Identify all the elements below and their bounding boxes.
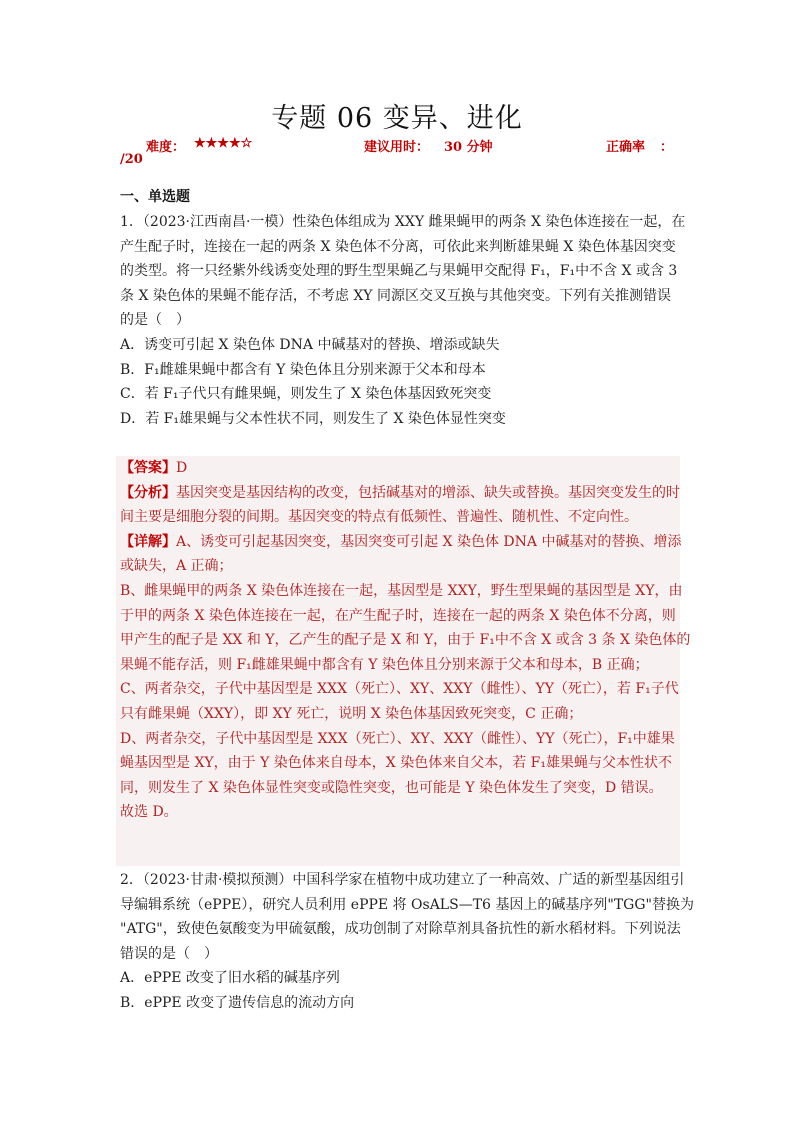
detail-line: 甲产生的配子是 XX 和 Y，乙产生的配子是 X 和 Y，由于 F₁中不含 X 或含 3 条 X 染色体的: [120, 632, 691, 649]
answer-content: [120, 456, 691, 825]
time-value: 30 分钟: [444, 140, 493, 155]
q1-option-a: A．诱变可引起 X 染色体 DNA 中碱基对的替换、增添或缺失: [120, 336, 500, 353]
answer-value: D: [176, 460, 188, 476]
q1-line: 的是（ ）: [120, 312, 190, 329]
analysis-tag: 【分析】: [120, 484, 176, 501]
accuracy-colon: ：: [660, 140, 674, 155]
q2-option-b: B．ePPE 改变了遗传信息的流动方向: [120, 994, 355, 1011]
accuracy-label: 正确率: [606, 140, 646, 155]
q1-line: 的类型。将一只经紫外线诱变处理的野生型果蝇乙与果蝇甲交配得 F₁，F₁中不含 X 或含 3: [120, 263, 678, 280]
q2-option-a: A．ePPE 改变了旧水稻的碱基序列: [120, 970, 340, 987]
detail-tag: 【详解】: [120, 533, 176, 550]
q2-line: 错误的是（ ）: [120, 945, 218, 962]
q2-line: "ATG"，致使色氨酸变为甲硫氨酸，成功创制了对除草剂具备抗性的新水稻材料。下列说法: [120, 921, 681, 938]
page-title: 专题 06 变异、进化: [271, 103, 523, 134]
q1-line: 1．（2023·江西南昌·一模）性染色体组成为 XXY 雌果蝇甲的两条 X 染色体连接在一起，在: [120, 214, 686, 230]
detail-line: C、两者杂交，子代中基因型是 XXX（死亡）、XY、XXY（雌性）、YY（死亡），若 F₁子代: [120, 681, 679, 698]
difficulty-label: 难度：: [146, 140, 186, 155]
meta-row: [120, 136, 680, 156]
answer-tag: 【答案】: [120, 460, 176, 476]
detail-text: A、诱变可引起基因突变，基因突变可引起 X 染色体 DNA 中碱基对的替换、增添: [176, 533, 682, 550]
time-label: 建议用时：: [364, 140, 430, 155]
difficulty-stars: ★★★★☆: [194, 136, 253, 151]
q1-line: 条 X 染色体的果蝇不能存活，不考虑 XY 同源区交叉互换与其他突变。下列有关推测错误: [120, 287, 671, 304]
detail-line: 只有雌果蝇（XXY），即 XY 死亡，说明 X 染色体基因致死突变，C 正确；: [120, 705, 583, 722]
q1-option-b: B．F₁雌雄果蝇中都含有 Y 染色体且分别来源于父本和母本: [120, 361, 486, 378]
analysis-text: 基因突变是基因结构的改变，包括碱基对的增添、缺失或替换。基因突变发生的时: [176, 484, 680, 501]
accuracy-total: /20: [120, 152, 143, 167]
answer-line: [120, 456, 676, 481]
detail-line: 于甲的两条 X 染色体连接在一起，在产生配子时，连接在一起的两条 X 染色体不分离，则: [120, 607, 676, 624]
section-title: 一、单选题: [120, 189, 190, 205]
detail-line: 果蝇不能存活，则 F₁雌雄果蝇中都含有 Y 染色体且分别来源于父本和母本，B 正确；: [120, 656, 649, 673]
q2-line: 导编辑系统（ePPE），研究人员利用 ePPE 将 OsALS—T6 基因上的碱基序列"TGG"替换为: [120, 896, 694, 913]
question-1: [120, 210, 686, 431]
question-2: [120, 868, 694, 1016]
analysis-line: [120, 481, 680, 506]
detail-line: 或缺失，A 正确；: [120, 558, 233, 575]
detail-line: [120, 530, 682, 555]
detail-line: 蝇基因型是 XY，由于 Y 染色体来自母本，X 染色体来自父本，若 F₁雄果蝇与父本性状不: [120, 755, 672, 772]
detail-line: D、两者杂交，子代中基因型是 XXX（死亡）、XY、XXY（雌性）、YY（死亡），F₁中雄果: [120, 730, 675, 747]
analysis-line: 间主要是细胞分裂的间期。基因突变的特点有低频性、普遍性、随机性、不定向性。: [120, 509, 638, 526]
detail-line: 同，则发生了 X 染色体显性突变或隐性突变，也可能是 Y 染色体发生了突变，D 错误。: [120, 779, 663, 796]
detail-line: B、雌果蝇甲的两条 X 染色体连接在一起，基因型是 XXY，野生型果蝇的基因型是 XY，由: [120, 582, 683, 599]
q1-option-c: C．若 F₁子代只有雌果蝇，则发生了 X 染色体基因致死突变: [120, 386, 492, 403]
q2-line: 2．（2023·甘肃·模拟预测）中国科学家在植物中成功建立了一种高效、广适的新型基因组引: [120, 872, 685, 888]
q1-line: 产生配子时，连接在一起的两条 X 染色体不分离，可依此来判断雄果蝇 X 染色体基因突变: [120, 238, 676, 255]
detail-line: 故选 D。: [120, 804, 178, 821]
q1-option-d: D．若 F₁雄果蝇与父本性状不同，则发生了 X 染色体显性突变: [120, 410, 506, 427]
answer-panel: [116, 456, 691, 866]
